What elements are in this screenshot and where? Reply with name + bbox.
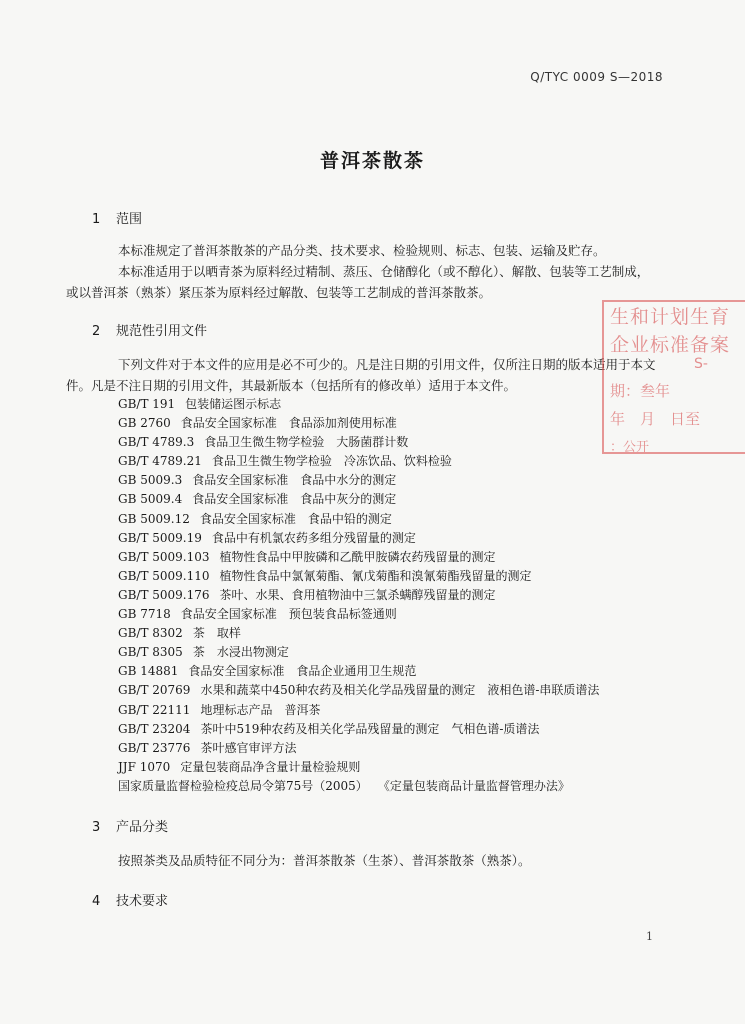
reference-title: 茶叶、水果、食用植物油中三氯杀螨醇残留量的测定 [219,587,496,602]
reference-code: GB/T 8305 [118,645,183,660]
reference-item [118,548,638,567]
scope-paragraph-2 [66,261,662,303]
paragraph-line: 本标准规定了普洱茶散茶的产品分类、技术要求、检验规则、标志、包装、运输及贮存。 [118,243,606,258]
reference-item [118,510,638,529]
stamp-text: ：公开 [610,440,650,455]
paragraph-line: 或以普洱茶（熟茶）紧压茶为原料经过解散、包装等工艺制成的普洱茶散茶。 [66,285,492,300]
reference-title: 食品安全国家标准 食品中灰分的测定 [192,492,397,507]
document-code: Q/TYC 0009 S—2018 [530,70,663,84]
reference-title: 定量包装商品净含量计量检验规则 [180,759,361,774]
reference-title: 食品安全国家标准 食品企业通用卫生规范 [188,664,417,679]
reference-item [118,777,638,796]
reference-code: GB 5009.3 [118,473,183,488]
reference-code: 国家质量监督检验检疫总局令第75号（2005） [118,778,368,793]
section-title: 规范性引用文件 [116,324,208,339]
reference-item [118,681,638,700]
reference-code: GB/T 23204 [118,721,191,736]
reference-title: 食品安全国家标准 预包装食品标签通则 [180,607,397,622]
section-number: 2 [92,324,101,339]
page-title: 普洱茶散茶 [319,150,425,172]
reference-item [118,758,638,777]
stamp-text: 期：叁年 [610,382,671,400]
reference-item [118,529,638,548]
reference-item [118,605,638,624]
classification-paragraph [92,850,662,871]
reference-item [118,662,638,681]
reference-item [118,567,638,586]
reference-item [118,471,638,490]
reference-code: GB 5009.4 [118,492,183,507]
reference-code: GB/T 8302 [118,626,183,641]
reference-code: GB/T 5009.176 [118,587,210,602]
scope-paragraph-1 [92,240,662,261]
reference-title: 地理标志产品 普洱茶 [200,702,321,717]
reference-item [118,739,638,758]
reference-code: GB/T 20769 [118,683,191,698]
reference-title: 茶 取样 [192,626,241,641]
reference-title: 食品安全国家标准 食品中水分的测定 [192,473,397,488]
reference-code: GB 14881 [118,664,179,679]
paragraph-line: 按照茶类及品质特征不同分为：普洱茶散茶（生茶）、普洱茶散茶（熟茶）。 [118,853,531,868]
section-heading-classification [92,816,168,835]
stamp-text: 生和计划生育 [610,306,731,328]
reference-item [118,586,638,605]
reference-code: GB/T 191 [118,397,176,411]
reference-item [118,720,638,739]
filing-stamp [598,296,745,466]
reference-title: 茶叶感官审评方法 [200,740,297,755]
reference-code: GB/T 4789.21 [118,454,202,469]
reference-code: GB 5009.12 [118,511,190,526]
page-number: 1 [646,930,653,943]
reference-title: 植物性食品中甲胺磷和乙酰甲胺磷农药残留量的测定 [219,549,496,564]
reference-code: GB/T 5009.103 [118,549,210,564]
reference-title: 茶 水浸出物测定 [192,645,289,660]
reference-code: GB/T 4789.3 [118,435,195,450]
section-number: 3 [92,820,101,835]
reference-title: 包装储运图示标志 [185,397,282,411]
reference-title: 食品卫生微生物学检验 冷冻饮品、饮料检验 [211,454,452,469]
reference-item [118,452,638,471]
reference-code: GB/T 5009.110 [118,568,210,583]
reference-code: JJF 1070 [118,759,171,774]
reference-title: 茶叶中519种农药及相关化学品残留量的测定 气相色谱-质谱法 [200,721,540,736]
section-title: 范围 [116,212,143,227]
stamp-text: S- [694,356,708,372]
reference-title: 食品安全国家标准 食品中铅的测定 [199,511,392,526]
reference-code: GB/T 5009.19 [118,530,202,545]
reference-item [118,624,638,643]
reference-title: 食品中有机氯农药多组分残留量的测定 [211,530,416,545]
paragraph-line: 件。凡是不注日期的引用文件，其最新版本（包括所有的修改单）适用于本文件。 [66,378,517,393]
reference-code: GB 2760 [118,416,171,431]
section-heading-scope [92,208,142,227]
paragraph-line: 本标准适用于以晒青茶为原料经过精制、蒸压、仓储醇化（或不醇化）、解散、包装等工艺制成， [118,264,650,279]
reference-item [118,701,638,720]
paragraph-line: 下列文件对于本文件的应用是必不可少的。凡是注日期的引用文件，仅所注日期的版本适用于本文 [118,357,656,372]
references-list [118,395,638,796]
reference-title: 植物性食品中氯氰菊酯、氰戊菊酯和溴氰菊酯残留量的测定 [219,568,532,583]
reference-item [118,414,638,433]
reference-item [118,643,638,662]
reference-title: 食品卫生微生物学检验 大肠菌群计数 [204,435,409,450]
section-heading-normative-references [92,320,207,339]
section-title: 产品分类 [116,820,169,835]
reference-title: 食品安全国家标准 食品添加剂使用标准 [180,416,397,431]
stamp-text: 企业标准备案 [610,334,731,356]
reference-title: 水果和蔬菜中450种农药及相关化学品残留量的测定 液相色谱-串联质谱法 [200,683,600,698]
reference-item [118,490,638,509]
stamp-text: 年 月 日至 [610,410,701,428]
section-number: 4 [92,894,101,909]
section-heading-technical-requirements [92,890,168,909]
reference-item [118,433,638,452]
reference-code: GB/T 23776 [118,740,191,755]
reference-item [118,395,638,414]
references-intro [66,354,662,396]
reference-code: GB/T 22111 [118,702,191,717]
reference-title: 《定量包装商品计量监督管理办法》 [377,778,570,793]
reference-code: GB 7718 [118,607,171,622]
section-number: 1 [92,212,101,227]
section-title: 技术要求 [116,894,169,909]
